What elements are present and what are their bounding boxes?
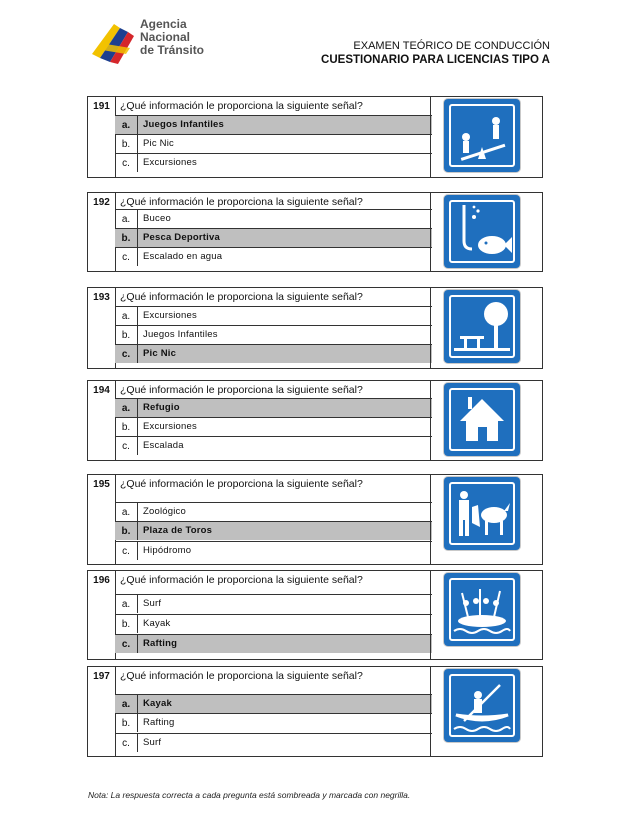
answer-option-correct <box>115 634 432 653</box>
option-letter: b. <box>115 615 138 633</box>
option-letter: c. <box>115 542 138 560</box>
option-letter: a. <box>115 503 138 521</box>
question-block <box>87 192 543 272</box>
exam-title: EXAMEN TEÓRICO DE CONDUCCIÓN <box>353 40 550 52</box>
answer-option-correct <box>115 344 432 363</box>
option-label: Refugio <box>143 402 180 413</box>
answer-option-correct <box>115 694 432 713</box>
option-letter: c. <box>115 154 138 172</box>
option-letter: a. <box>115 695 138 713</box>
sign-cell <box>430 381 542 460</box>
sign-cell <box>430 475 542 564</box>
question-text: ¿Qué información le proporciona la siguiente señal? <box>120 384 363 396</box>
question-block <box>87 666 543 757</box>
option-label: Rafting <box>143 717 175 728</box>
option-letter: c. <box>115 248 138 266</box>
question-number: 193 <box>88 288 116 306</box>
sign-cell <box>430 288 542 368</box>
question-number: 192 <box>88 193 116 211</box>
question-number: 194 <box>88 381 116 399</box>
footnote: Nota: La respuesta correcta a cada pregunta está sombreada y marcada con negrilla. <box>88 790 411 800</box>
rafting-icon <box>444 573 520 646</box>
number-column-divider <box>88 493 116 564</box>
question-text: ¿Qué información le proporciona la siguiente señal? <box>120 196 363 208</box>
option-label: Zoológico <box>143 506 186 517</box>
answer-option <box>115 417 432 436</box>
option-letter: c. <box>115 734 138 752</box>
answer-option <box>115 306 432 325</box>
option-label: Pic Nic <box>143 138 174 149</box>
option-label: Juegos Infantiles <box>143 119 225 130</box>
number-column-divider <box>88 589 116 659</box>
bullfighter-bull-icon <box>444 477 520 550</box>
agency-line: de Tránsito <box>140 43 205 57</box>
agency-name <box>140 18 204 57</box>
option-label: Pesca Deportiva <box>143 232 220 243</box>
playground-seesaw-icon <box>444 99 520 172</box>
option-label: Rafting <box>143 638 178 649</box>
answer-option-correct <box>115 398 432 417</box>
number-column-divider <box>88 115 116 177</box>
answer-option-correct <box>115 115 432 134</box>
option-label: Plaza de Toros <box>143 525 213 536</box>
option-label: Surf <box>143 737 162 748</box>
question-text: ¿Qué información le proporciona la siguiente señal? <box>120 100 363 112</box>
option-label: Buceo <box>143 213 171 224</box>
answer-option <box>115 209 432 228</box>
question-number: 197 <box>88 667 116 685</box>
question-block <box>87 96 543 178</box>
sign-cell <box>430 97 542 177</box>
answer-option <box>115 502 432 521</box>
number-column-divider <box>88 685 116 756</box>
option-letter: a. <box>115 210 138 228</box>
answer-option-correct <box>115 228 432 247</box>
answer-option <box>115 713 432 732</box>
option-label: Excursiones <box>143 421 197 432</box>
question-number: 195 <box>88 475 116 493</box>
sign-cell <box>430 571 542 659</box>
option-letter: c. <box>115 345 138 363</box>
option-label: Excursiones <box>143 310 197 321</box>
answer-option <box>115 325 432 344</box>
option-letter: a. <box>115 307 138 325</box>
answer-option <box>115 614 432 633</box>
question-block <box>87 570 543 660</box>
answer-option <box>115 594 432 613</box>
shelter-house-icon <box>444 383 520 456</box>
option-letter: b. <box>115 522 138 540</box>
question-text: ¿Qué información le proporciona la siguiente señal? <box>120 478 363 490</box>
number-column-divider <box>88 306 116 368</box>
option-letter: b. <box>115 229 138 247</box>
option-label: Hipódromo <box>143 545 192 556</box>
question-block <box>87 287 543 369</box>
question-text: ¿Qué información le proporciona la siguiente señal? <box>120 574 363 586</box>
option-letter: a. <box>115 595 138 613</box>
option-letter: b. <box>115 714 138 732</box>
option-letter: a. <box>115 116 138 134</box>
answer-option <box>115 134 432 153</box>
question-block <box>87 380 543 461</box>
option-letter: c. <box>115 635 138 653</box>
option-letter: c. <box>115 437 138 455</box>
sign-cell <box>430 193 542 271</box>
option-label: Escalada <box>143 440 184 451</box>
option-label: Escalado en agua <box>143 251 223 262</box>
questionnaire-subtitle: CUESTIONARIO PARA LICENCIAS TIPO A <box>321 54 550 66</box>
option-label: Pic Nic <box>143 348 177 359</box>
fishing-icon <box>444 195 520 268</box>
question-number: 196 <box>88 571 116 589</box>
answer-option <box>115 541 432 560</box>
number-column-divider <box>88 211 116 271</box>
option-label: Excursiones <box>143 157 197 168</box>
option-letter: a. <box>115 399 138 417</box>
answer-option-correct <box>115 521 432 540</box>
option-label: Kayak <box>143 618 171 629</box>
picnic-tree-icon <box>444 290 520 363</box>
agency-line: Nacional <box>140 30 191 44</box>
number-column-divider <box>88 399 116 460</box>
option-letter: b. <box>115 326 138 344</box>
answer-option <box>115 153 432 172</box>
question-block <box>87 474 543 565</box>
question-number: 191 <box>88 97 116 115</box>
question-text: ¿Qué información le proporciona la siguiente señal? <box>120 291 363 303</box>
option-label: Kayak <box>143 698 172 709</box>
option-label: Juegos Infantiles <box>143 329 218 340</box>
question-text: ¿Qué información le proporciona la siguiente señal? <box>120 670 363 682</box>
kayak-icon <box>444 669 520 742</box>
option-letter: b. <box>115 418 138 436</box>
option-letter: b. <box>115 135 138 153</box>
sign-cell <box>430 667 542 756</box>
option-label: Surf <box>143 598 162 609</box>
answer-option <box>115 436 432 455</box>
answer-option <box>115 247 432 266</box>
agency-line: Agencia <box>140 17 187 31</box>
answer-option <box>115 733 432 752</box>
